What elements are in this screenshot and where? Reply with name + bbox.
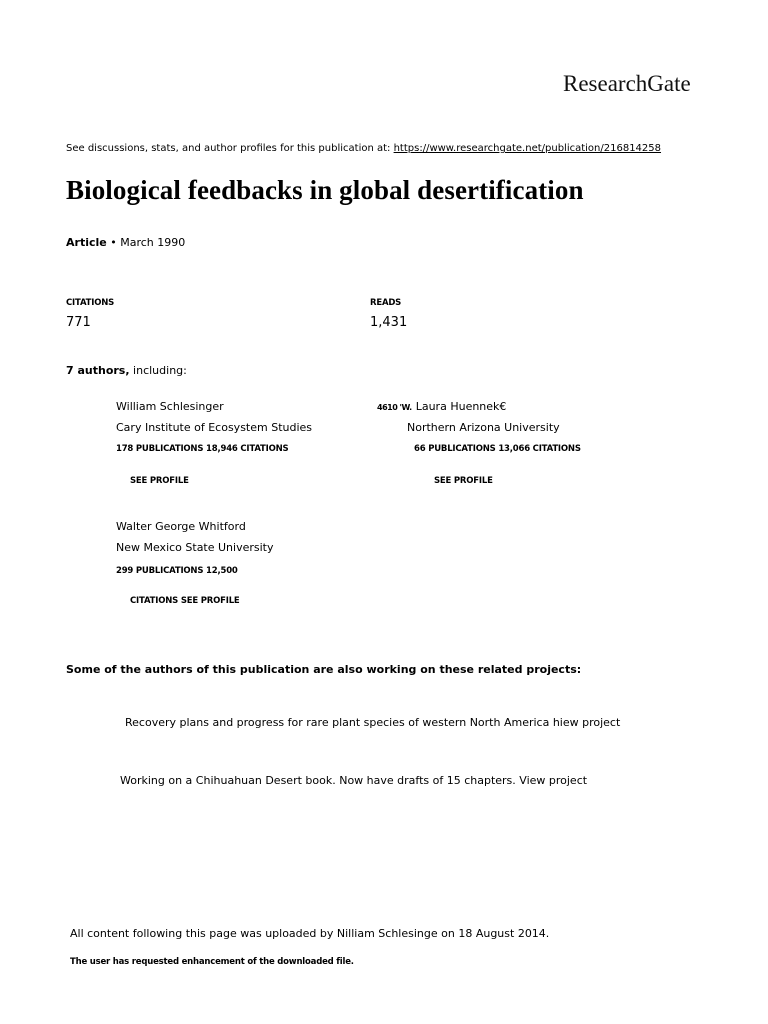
publication-link[interactable]: https://www.researchgate.net/publication/216814258 (393, 143, 662, 154)
author-name[interactable]: William Schlesinger (116, 400, 224, 413)
enhancement-note: The user has requested enhancement of the downloaded file. (70, 957, 354, 967)
author-stats: 299 PUBLICATIONS 12,500 (116, 566, 238, 576)
discussion-line (66, 143, 661, 154)
author-name-text[interactable]: Laura Huennek€ (415, 400, 507, 413)
author-stats: 178 PUBLICATIONS 18,946 CITATIONS (116, 444, 289, 454)
meta-separator: • (110, 236, 117, 249)
publication-title: Biological feedbacks in global desertification (66, 175, 584, 205)
reads-value: 1,431 (370, 315, 408, 330)
upload-notice: All content following this page was uploaded by Nilliam Schlesinge on 18 August 2014. (70, 927, 550, 940)
authors-count: 7 authors, (66, 364, 130, 377)
see-profile-link[interactable]: CITATIONS SEE PROFILE (130, 596, 240, 606)
author-institution[interactable]: Cary Institute of Ecosystem Studies (116, 421, 313, 434)
see-profile-link[interactable]: SEE PROFILE (130, 476, 189, 486)
citations-value: 771 (66, 315, 91, 330)
authors-summary (66, 364, 187, 377)
discussion-text: See discussions, stats, and author profiles for this publication at: (66, 143, 391, 154)
publication-date: March 1990 (120, 236, 186, 249)
authors-including: including: (133, 364, 187, 377)
author-name[interactable]: Walter George Whitford (116, 520, 246, 533)
citations-label: CITATIONS (66, 298, 115, 308)
reads-label: READS (370, 298, 402, 308)
related-projects-heading: Some of the authors of this publication are also working on these related projects: (66, 663, 582, 676)
see-profile-link[interactable]: SEE PROFILE (434, 476, 493, 486)
author-name[interactable] (377, 400, 506, 413)
researchgate-logo[interactable]: ResearchGate (563, 71, 691, 96)
author-institution[interactable]: Northern Arizona University (407, 421, 560, 434)
author-stats: 66 PUBLICATIONS 13,066 CITATIONS (414, 444, 581, 454)
publication-meta (66, 236, 185, 249)
author-institution[interactable]: New Mexico State University (116, 541, 274, 554)
publication-type: Article (66, 236, 107, 249)
author-avatar-icon: 4610 'W. (377, 403, 412, 412)
project-item[interactable]: Working on a Chihuahuan Desert book. Now have drafts of 15 chapters. View project (120, 774, 588, 787)
project-item[interactable]: Recovery plans and progress for rare plant species of western North America hiew project (125, 716, 621, 729)
